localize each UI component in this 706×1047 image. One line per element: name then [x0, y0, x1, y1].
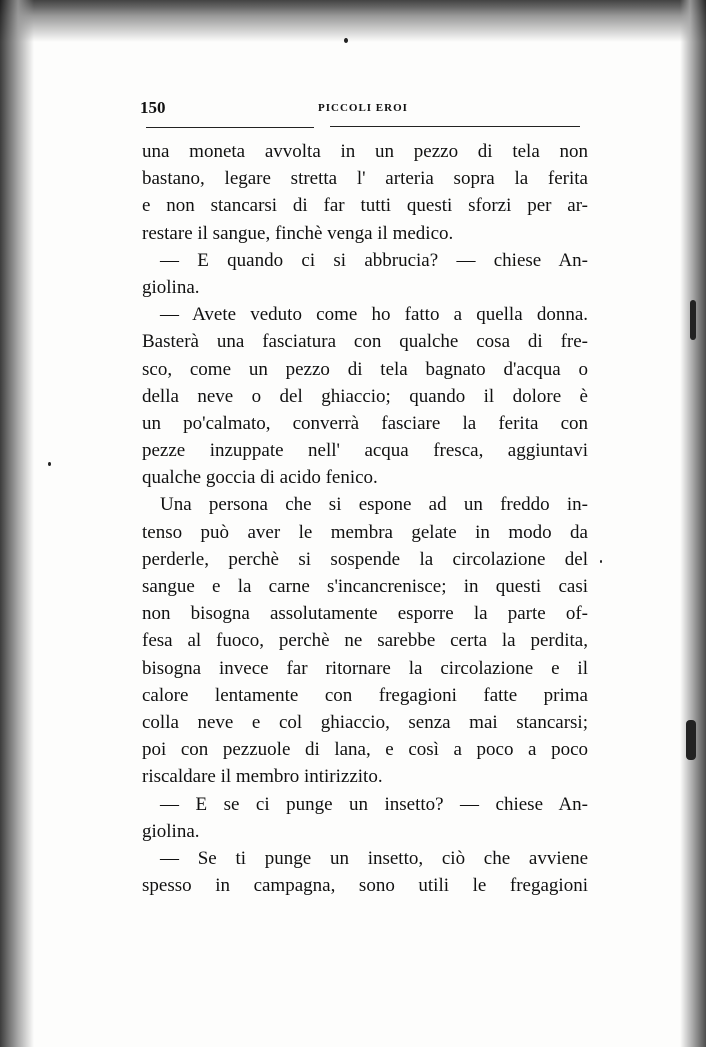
scan-edge-top — [0, 0, 706, 42]
page-header — [140, 98, 586, 122]
text-line: restare il sangue, finchè venga il medico. — [142, 222, 454, 244]
text-line: riscaldare il membro intirizzito. — [142, 766, 383, 788]
scan-speckle — [690, 300, 696, 340]
text-line: fesa al fuoco, perchè ne sarebbe certa la perdita, — [142, 630, 588, 652]
text-line: sco, come un pezzo di tela bagnato d'acqua o — [142, 358, 588, 380]
text-line: — Se ti punge un insetto, ciò che avviene — [160, 847, 588, 869]
text-line: della neve o del ghiaccio; quando il dolore è — [142, 385, 588, 407]
text-line: bisogna invece far ritornare la circolazione e il — [142, 657, 588, 679]
text-line: — Avete veduto come ho fatto a quella donna. — [160, 304, 588, 326]
text-line: — E quando ci si abbrucia? — chiese An- — [160, 249, 588, 271]
text-line: sangue e la carne s'incancrenisce; in questi casi — [142, 576, 588, 597]
text-line: giolina. — [142, 276, 200, 298]
text-line: e non stancarsi di far tutti questi sforzi per ar- — [142, 195, 588, 217]
text-line: non bisogna assolutamente esporre la parte of- — [142, 603, 588, 625]
header-rule-left — [146, 127, 314, 128]
scan-speckle — [344, 38, 348, 43]
body-text — [142, 138, 588, 899]
text-line: colla neve e col ghiaccio, senza mai stancarsi; — [142, 711, 588, 733]
scan-edge-right — [680, 0, 706, 1047]
text-line: tenso può aver le membra gelate in modo da — [142, 521, 588, 543]
text-line: giolina. — [142, 820, 200, 842]
page-number: 150 — [140, 98, 166, 117]
text-line: poi con pezzuole di lana, e così a poco a poco — [142, 739, 588, 761]
text-line: Una persona che si espone ad un freddo in- — [160, 494, 588, 516]
scan-speckle — [686, 720, 696, 760]
text-line: una moneta avvolta in un pezzo di tela non — [142, 141, 588, 162]
text-line: — E se ci punge un insetto? — chiese An- — [160, 793, 588, 815]
text-line: spesso in campagna, sono utili le fregagioni — [142, 875, 588, 897]
text-line: un po'calmato, converrà fasciare la ferita con — [142, 412, 588, 434]
text-line: qualche goccia di acido fenico. — [142, 467, 378, 489]
header-rule-right — [330, 126, 580, 127]
text-line: Basterà una fasciatura con qualche cosa di fre- — [142, 331, 588, 353]
running-title: PICCOLI EROI — [318, 102, 408, 114]
text-line: calore lentamente con fregagioni fatte prima — [142, 684, 588, 706]
text-line: perderle, perchè si sospende la circolazione del — [142, 548, 588, 570]
text-line: pezze inzuppate nell' acqua fresca, aggiuntavi — [142, 440, 588, 462]
scan-speckle — [600, 560, 602, 563]
text-line: bastano, legare stretta l' arteria sopra la ferita — [142, 168, 588, 190]
scan-edge-left — [0, 0, 34, 1047]
scan-speckle — [48, 462, 51, 466]
